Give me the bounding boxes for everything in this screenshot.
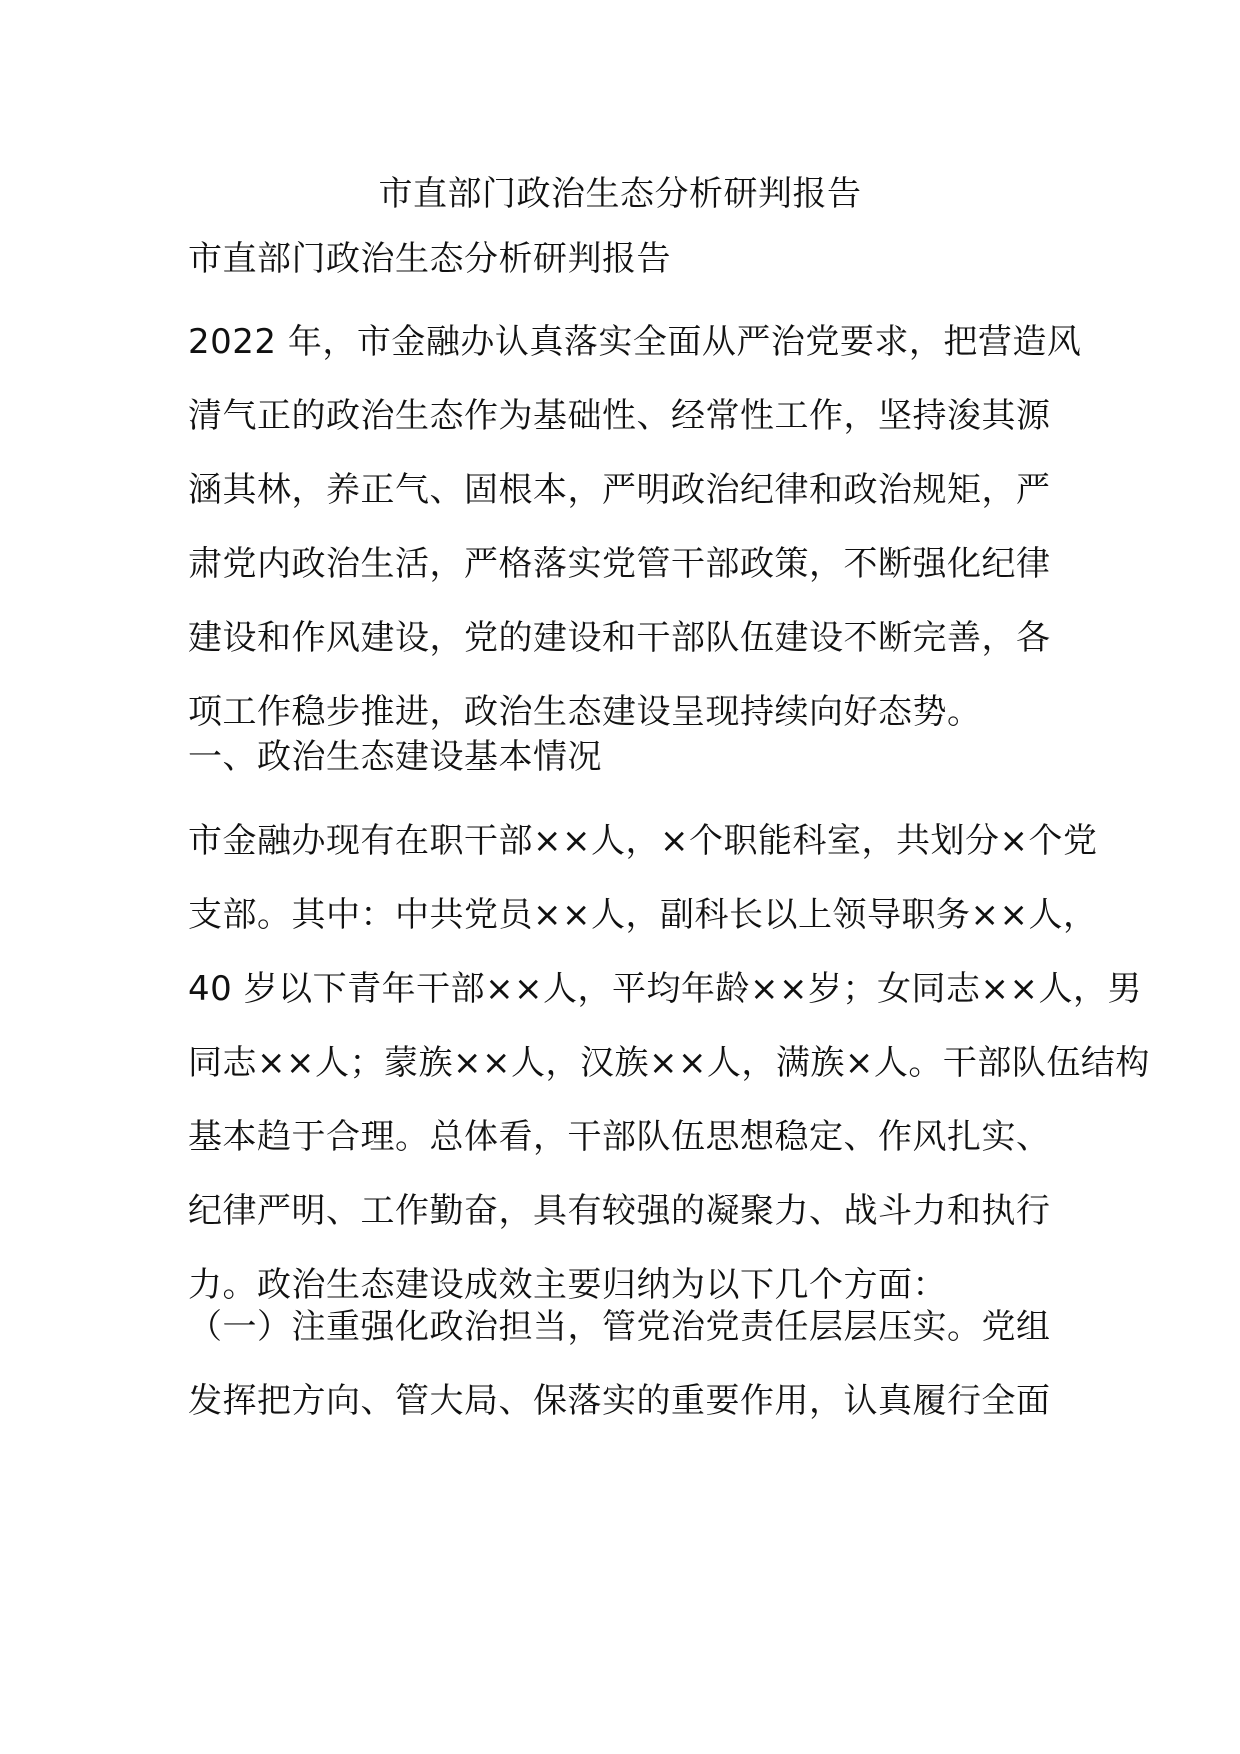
- document-subtitle-block: [188, 222, 1068, 296]
- paragraph-line: 纪律严明、工作勤奋，具有较强的凝聚力、战斗力和执行: [188, 1191, 1051, 1231]
- paragraph-line: 建设和作风建设，党的建设和干部队伍建设不断完善，各: [188, 618, 1051, 658]
- paragraph-line: 市金融办现有在职干部××人，×个职能科室，共划分×个党: [188, 821, 1098, 861]
- paragraph-line: 40 岁以下青年干部××人，平均年龄××岁；女同志××人，男: [188, 969, 1142, 1009]
- paragraph-line: 涵其林，养正气、固根本，严明政治纪律和政治规矩，严: [188, 470, 1051, 510]
- paragraph-line: 肃党内政治生活，严格落实党管干部政策，不断强化纪律: [188, 544, 1051, 584]
- paragraph-line: 基本趋于合理。总体看，干部队伍思想稳定、作风扎实、: [188, 1117, 1051, 1157]
- paragraph-line: 发挥把方向、管大局、保落实的重要作用，认真履行全面: [188, 1381, 1051, 1421]
- point-one-paragraph: [188, 1290, 1068, 1438]
- paragraph-line: （一）注重强化政治担当，管党治党责任层层压实。党组: [188, 1307, 1051, 1347]
- paragraph-line: 力。政治生态建设成效主要归纳为以下几个方面：: [188, 1265, 947, 1305]
- paragraph-line: 同志××人；蒙族××人，汉族××人，满族×人。干部队伍结构: [188, 1043, 1150, 1083]
- document-title: 市直部门政治生态分析研判报告: [378, 174, 862, 214]
- intro-paragraph: [188, 305, 1082, 749]
- paragraph-line: 清气正的政治生态作为基础性、经常性工作，坚持浚其源: [188, 396, 1051, 436]
- paragraph-line: 2022 年，市金融办认真落实全面从严治党要求，把营造风: [188, 322, 1082, 362]
- section-heading: 一、政治生态建设基本情况: [188, 737, 602, 777]
- document-subtitle: 市直部门政治生态分析研判报告: [188, 239, 671, 279]
- section-heading-block: [188, 720, 1068, 794]
- paragraph-line: 支部。其中：中共党员××人，副科长以上领导职务××人，: [188, 895, 1098, 935]
- paragraph-line: 项工作稳步推进，政治生态建设呈现持续向好态势。: [188, 692, 982, 732]
- overview-paragraph: [188, 804, 1150, 1322]
